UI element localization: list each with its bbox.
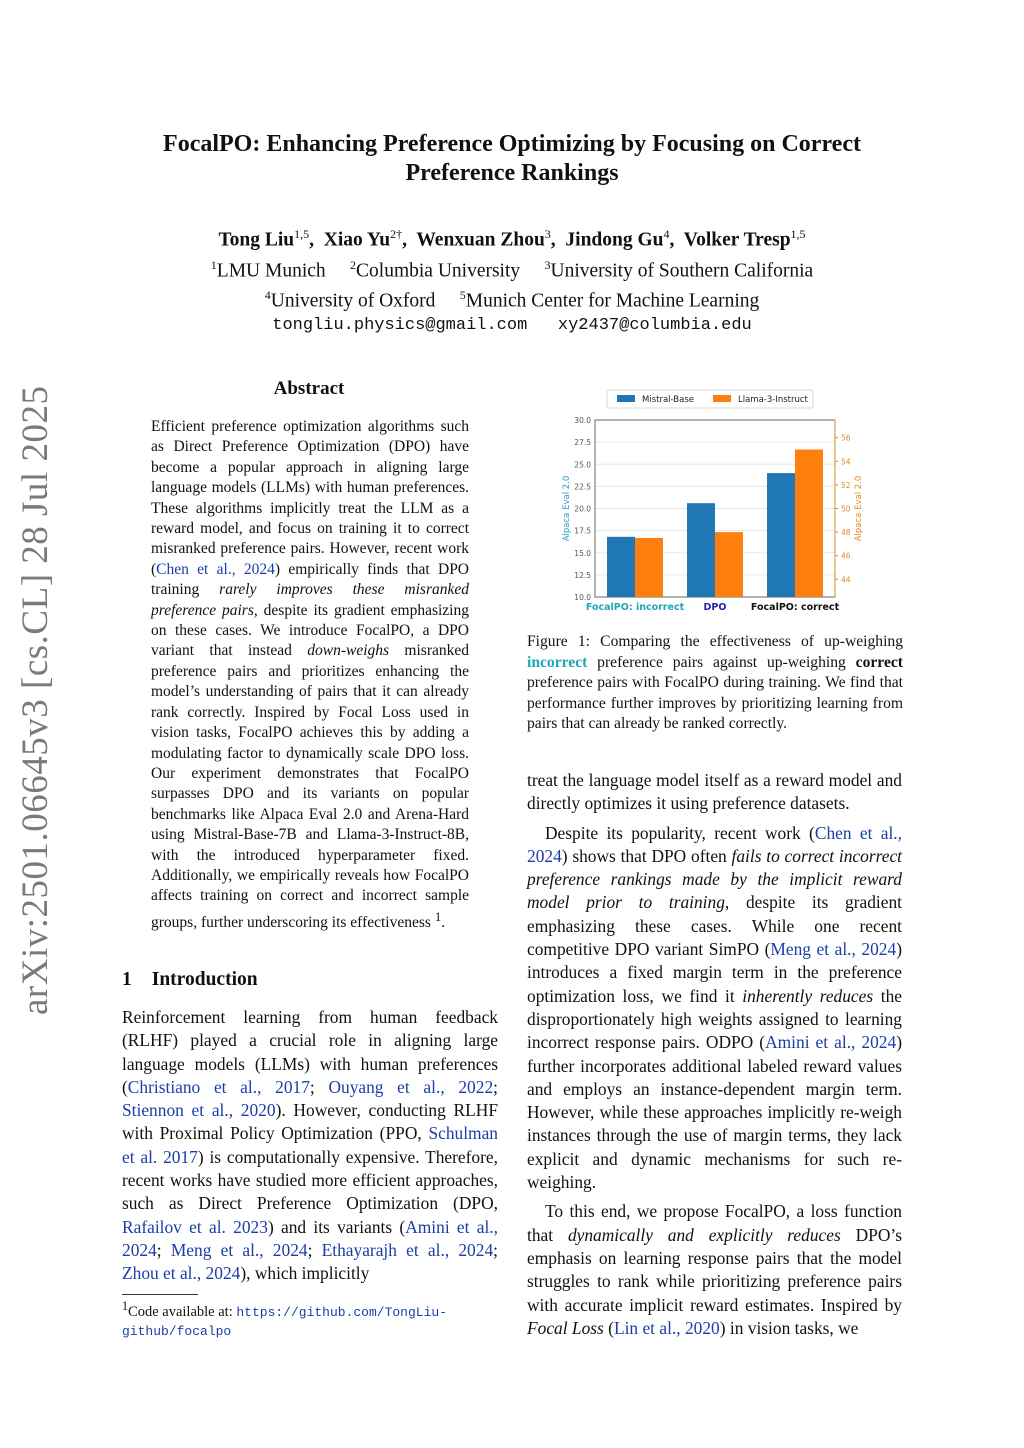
section-title: Introduction — [151, 969, 258, 990]
bar-chart-svg — [555, 385, 875, 620]
intro-t3: ) is computationally expensive. Therefore, recent works have studied more efficient approaches, such as Direct Preference Optimization (DPO, — [122, 1146, 498, 1214]
left-tick-label: 17.5 — [574, 526, 591, 536]
right-tick-label: 46 — [841, 551, 851, 561]
author-2-sup: 2† — [390, 227, 403, 241]
right-tick-label: 56 — [841, 433, 851, 443]
intro-t1: Reinforcement learning from human feedback (RLHF) played a crucial role in aligning large language models (LLMs) with human preferences ( — [122, 1007, 498, 1097]
left-axis-label: Alpaca Eval 2.0 — [562, 475, 572, 542]
right-tick-label: 48 — [841, 528, 851, 538]
citation-meng-2024-b[interactable]: Meng et al., 2024 — [770, 939, 897, 960]
author-1: Tong Liu — [218, 229, 295, 251]
right-tick-label: 44 — [841, 575, 851, 585]
bar-mistral-base-2 — [767, 473, 795, 597]
p2-t5: the disproportionately high weights assigned to learning incorrect response pairs. ODPO ( — [527, 985, 902, 1053]
x-tick-label: FocalPO: incorrect — [585, 602, 685, 613]
citation-meng-2024[interactable]: Meng et al., 2024 — [170, 1239, 308, 1260]
abstract-t3: , despite its gradient emphasizing on these cases. We introduce FocalPO, a DPO variant that instead — [151, 601, 469, 660]
col2-paragraph-3 — [527, 1200, 902, 1340]
right-tick-label: 50 — [841, 504, 851, 514]
affiliation-3: University of Southern California — [550, 260, 814, 281]
author-names: Tong Liu$^{1,5}$, Xiao $Yu^{2\dagger}$, Wenxuan Zhou$^3$, Jindong Gu$^4$, Volker Tresp$^{1,5}$ — [218, 227, 806, 251]
citation-lin-2020[interactable]: Lin et al., 2020 — [613, 1317, 720, 1338]
p3-t1: To this end, we propose FocalPO, a loss function that — [527, 1201, 902, 1245]
legend-label-1: Llama-3-Instruct — [738, 395, 808, 405]
citation-ouyang-2022[interactable]: Ouyang et al., 2022 — [328, 1076, 494, 1097]
title-line-1: FocalPO: Enhancing Preference Optimizing by Focusing on Correct — [163, 131, 861, 157]
paper-title — [0, 130, 1024, 188]
aff-4-sup: 4 — [264, 288, 271, 302]
legend-swatch-0 — [617, 395, 635, 402]
citation-chen-2024-b[interactable]: Chen et al., 2024 — [527, 822, 903, 866]
left-tick-label: 12.5 — [574, 570, 591, 580]
intro-s3: ; — [156, 1239, 171, 1260]
author-1-sup: 1,5 — [294, 227, 310, 241]
footnote-rule — [122, 1294, 198, 1295]
col2-paragraph-1: treat the language model itself as a reward model and directly optimizes it using preference datasets. — [527, 770, 902, 814]
affiliations-line-2 — [0, 283, 1024, 314]
figure-1-caption — [527, 632, 903, 735]
right-axis-label: Alpaca Eval 2.0 — [854, 475, 864, 542]
column-2-body — [527, 769, 902, 1340]
citation-amini-2024[interactable]: Amini et al., 2024 — [122, 1216, 498, 1260]
p2-t3: , despite its gradient emphasizing these cases. While one recent competitive DPO variant SimPO ( — [527, 892, 902, 960]
figure-1-chart — [555, 385, 875, 625]
caption-t1: Figure 1: Comparing the effectiveness of up-weighing — [527, 633, 903, 650]
affiliation-1: LMU Munich — [216, 260, 326, 281]
intro-t2: ). However, conducting RLHF with Proximal Policy Optimization (PPO, — [122, 1100, 498, 1144]
abstract-t2: ) empirically finds that DPO training — [151, 560, 470, 599]
author-4-sup: 4 — [663, 227, 670, 241]
citation-christiano-2017[interactable]: Christiano et al., 2017 — [127, 1076, 310, 1097]
author-5-sup: 1,5 — [790, 227, 806, 241]
left-tick-label: 22.5 — [574, 482, 591, 492]
author-5: Volker Tresp — [683, 229, 791, 251]
p2-i1: fails to correct incorrect preference rankings made by the implicit reward model prior to training — [527, 845, 902, 913]
caption-incorrect: incorrect — [527, 653, 588, 671]
abstract-i2: down-weighs — [307, 642, 390, 660]
footnote — [122, 1297, 498, 1341]
right-tick-label: 52 — [841, 480, 851, 490]
author-3: Wenxuan Zhou — [416, 229, 545, 251]
x-tick-label: DPO — [703, 602, 727, 613]
arxiv-identifier[interactable]: arXiv:2501.06645v3 [cs.CL] 28 Jul 2025 — [15, 385, 56, 1015]
citation-zhou-2024[interactable]: Zhou et al., 2024 — [122, 1263, 241, 1284]
abstract-t1: Efficient preference optimization algorithms such as Direct Preference Optimization (DPO) have become a popular approach in aligning large language models (LLMs) with human preferences. These algorithms implicitly treat the LLM as a reward model, and focus on training it to correct misranked preference pairs. However, recent work ( — [151, 418, 469, 578]
p3-t3: ( — [603, 1317, 614, 1338]
abstract-i1: rarely improves these misranked preference pairs — [151, 581, 469, 619]
author-block — [0, 222, 1024, 338]
intro-paragraph — [122, 1006, 498, 1286]
affiliation-2: Columbia University — [356, 260, 521, 281]
author-2: Xiao Yu — [323, 229, 391, 251]
intro-t4: ) and its variants ( — [267, 1216, 406, 1237]
section-number: 1 — [122, 969, 132, 990]
left-tick-label: 20.0 — [574, 504, 591, 514]
left-tick-label: 25.0 — [574, 460, 591, 470]
p2-t6: ) further incorporates additional labeled reward values and employs an instance-dependent margin term. However, while these approaches implicitly re-weigh instances through the use of margin terms, they lack explicit and dynamic mechanisms for such re-weighing. — [527, 1032, 902, 1193]
bar-mistral-base-0 — [607, 537, 635, 597]
intro-s1: ; — [309, 1076, 329, 1097]
caption-t2: preference pairs against up-weighing — [587, 653, 856, 671]
affiliation-4: University of Oxford — [270, 290, 436, 312]
p2-t2: ) shows that DPO often — [561, 845, 732, 866]
citation-ethayarajh-2024[interactable]: Ethayarajh et al., 2024 — [321, 1239, 494, 1260]
aff-1-sup: 1 — [210, 257, 217, 272]
left-tick-label: 30.0 — [574, 416, 591, 425]
footnote-marker[interactable]: 1 — [434, 908, 442, 924]
citation-chen-2024[interactable]: Chen et al., 2024 — [156, 560, 275, 578]
p2-t4: ) introduces a fixed margin term in the preference optimization loss, we find it — [527, 939, 902, 1006]
caption-correct: correct — [855, 653, 903, 671]
left-tick-label: 15.0 — [574, 548, 591, 558]
abstract-heading: Abstract — [273, 378, 345, 399]
intro-s2: ; — [493, 1076, 498, 1097]
caption-t3: preference pairs with FocalPO during training. We find that performance further improves by prioritizing learning from pairs that can already be ranked correctly. — [527, 674, 903, 733]
p3-t4: ) in vision tasks, we — [719, 1317, 859, 1338]
email-2[interactable]: xy2437@columbia.edu — [557, 315, 752, 335]
citation-stiennon-2020[interactable]: Stiennon et al., 2020 — [122, 1100, 276, 1121]
affiliation-5: Munich Center for Machine Learning — [465, 290, 760, 312]
bar-llama-3-instruct-0 — [635, 538, 663, 597]
intro-t5: ), which implicitly — [240, 1263, 370, 1284]
citation-amini-2024-b[interactable]: Amini et al., 2024 — [765, 1032, 897, 1053]
left-tick-label: 27.5 — [574, 438, 591, 448]
intro-s4: ; — [307, 1239, 322, 1260]
p3-i2: Focal Loss — [527, 1317, 604, 1338]
footnote-number: 1 — [122, 1299, 129, 1313]
bar-llama-3-instruct-2 — [795, 450, 823, 598]
legend-label-0: Mistral-Base — [642, 395, 694, 405]
p3-t2: DPO’s emphasis on learning response pairs that the model struggles to rank while prioritizing preference pairs with accurate implicit reward estimates. Inspired by — [527, 1224, 902, 1315]
affiliations-line-1 — [0, 253, 1024, 284]
citation-rafailov-2023[interactable]: Rafailov et al. 2023 — [122, 1216, 268, 1237]
abstract-text — [151, 417, 469, 933]
emails — [0, 314, 1024, 338]
p3-i1: dynamically and explicitly reduces — [567, 1224, 841, 1245]
aff-3-sup: 3 — [544, 257, 551, 272]
p2-t1: Despite its popularity, recent work ( — [545, 822, 815, 843]
abstract-t4: misranked preference pairs and prioritizes enhancing the model’s understanding of pairs that it can already rank correctly. Inspired by Focal Loss used in vision tasks, FocalPO achieves this by adding a modulating factor to dynamically scale DPO loss. Our experiment demonstrates that FocalPO surpasses DPO and its variants on popular benchmarks like Alpaca Eval 2.0 and Arena-Hard using Mistral-Base-7B and Llama-3-Instruct-8B, with the introduced hyperparameter fixed. Additionally, we empirically reveals how FocalPO affects training on correct and incorrect sample groups, further underscoring its effectiveness — [151, 642, 469, 931]
left-tick-label: 10.0 — [574, 593, 591, 602]
col2-paragraph-2 — [527, 822, 902, 1195]
bar-mistral-base-1 — [687, 503, 715, 597]
chart-layer — [562, 390, 864, 613]
x-tick-label: FocalPO: correct — [750, 602, 840, 613]
aff-2-sup: 2 — [350, 257, 357, 272]
abstract-t5: . — [441, 913, 446, 931]
section-heading-introduction — [122, 969, 278, 991]
legend-swatch-1 — [713, 395, 731, 402]
aff-5-sup: 5 — [459, 288, 466, 302]
author-4: Jindong Gu — [565, 229, 664, 251]
right-tick-label: 54 — [841, 457, 851, 467]
email-1[interactable]: tongliu.physics@gmail.com — [272, 315, 528, 335]
author-3-sup: 3 — [544, 227, 551, 241]
intro-s5: ; — [493, 1239, 498, 1260]
p2-i2: inherently reduces — [742, 985, 874, 1006]
title-line-2: Preference Rankings — [405, 160, 619, 186]
code-url-link[interactable]: https://github.com/TongLiu-github/focalpo — [122, 1304, 447, 1339]
citation-schulman-2017[interactable]: Schulman et al. 2017 — [122, 1123, 498, 1167]
footnote-text: Code available at: — [128, 1303, 237, 1320]
bar-llama-3-instruct-1 — [715, 532, 743, 597]
